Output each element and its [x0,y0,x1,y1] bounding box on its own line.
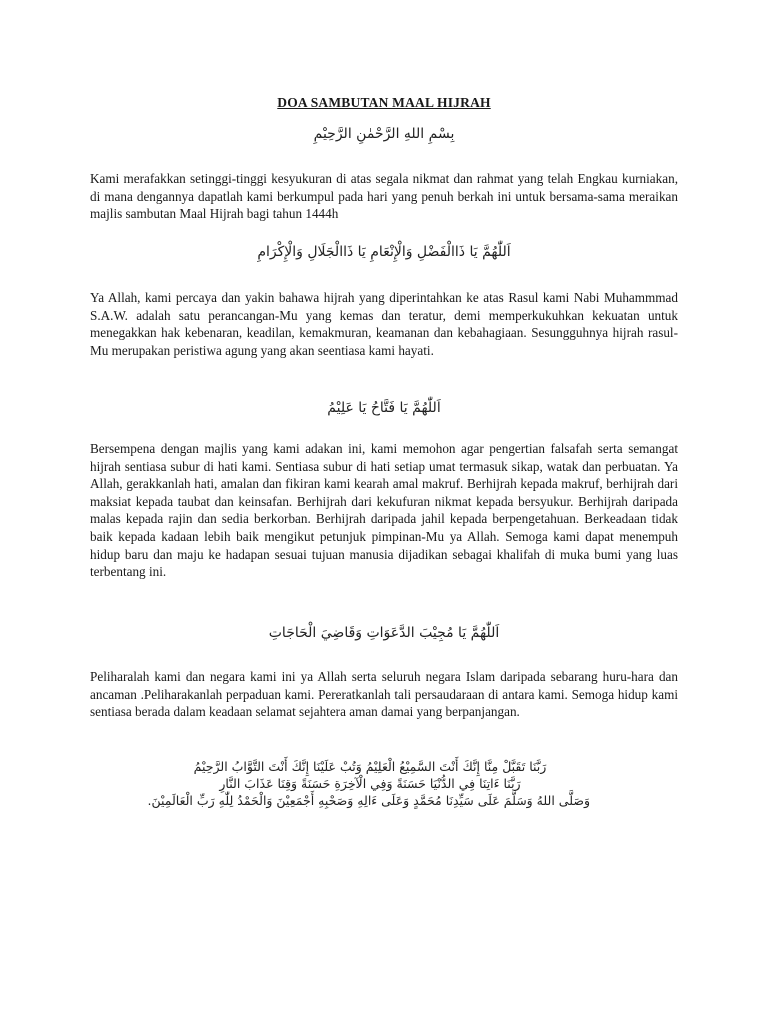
paragraph-4: Peliharalah kami dan negara kami ini ya Allah serta seluruh negara Islam daripada sebarang huru-hara dan ancaman .Peliharakanlah perpaduan kami. Pereratkanlah tali persaudaraan di antara kami. Semoga hidup kami sentiasa berada dalam keadaan selamat sejahtera aman damai yang berpanjangan. [90,669,678,720]
paragraph-1: Kami merafakkan setinggi-tinggi kesyukuran di atas segala nikmat dan rahmat yang telah Engkau kurniakan, di mana dengannya dapatlah kami berkumpul pada hari yang penuh berkah ini untuk bersama-sama meraikan majlis sambutan Maal Hijrah bagi tahun 1444h [90,171,678,222]
paragraph-2: Ya Allah, kami percaya dan yakin bahawa hijrah yang diperintahkan ke atas Rasul kami Nabi Muhammmad S.A.W. adalah satu perancangan-Mu yang kemas dan teratur, demi memperkukuhkan kekuatan untuk menegakkan hak kebenaran, keadilan, kemakmuran, keamanan dan kebahagiaan. Sesungguhnya hijrah rasul-Mu merupakan peristiwa agung yang akan seentiasa kami hayati. [90,290,678,358]
invocation-1: اَللّٰهُمَّ يَا ذَاالْفَضْلِ وَالْإِنْعَامِ يَا ذَاالْجَلَالِ وَالْإِكْرَامِ [257,244,511,260]
closing-line-2: رَبَّنَا ءَاتِنَا فِي الدُّنْيَا حَسَنَةً وَفِي الْآخِرَةِ حَسَنَةً وَقِنَا عَذَابَ النَّارِ [219,776,521,791]
basmalah: بِسْمِ اللهِ الرَّحْمٰنِ الرَّحِيْمِ [313,126,455,142]
page-title: DOA SAMBUTAN MAAL HIJRAH [277,95,491,110]
invocation-3: اَللّٰهُمَّ يَا مُجِيْبَ الدَّعَوَاتِ وَقَاضِيَ الْحَاجَاتِ [268,625,500,641]
paragraph-3: Bersempena dengan majlis yang kami adakan ini, kami memohon agar pengertian falsafah serta semangat hijrah sentiasa subur di hati kami. Sentiasa subur di hati setiap umat termasuk sikap, watak dan perbuatan. Ya Allah, gerakkanlah hati, amalan dan fikiran kami kearah amal makruf. Berhijrah kepada makruf, berhijrah dari maksiat kepada taubat dan keinsafan. Berhijrah dari kekufuran nikmat kepada bersyukur. Berhijrah daripada malas kepada rajin dan sedia berkorban. Berhijrah daripada jahil kepada berpengetahuan. Berkeadaan tidak baik kepada kadaan lebih baik mengikut petunjuk pimpinan-Mu ya Allah. Semoga kami dapat menempuh hidup baru dan maju ke hadapan sesuai tujuan manusia dijadikan sebagai khalifah di muka bumi yang luas terbentang ini. [90,441,678,580]
closing-line-1: رَبَّنَا تَقَبَّلْ مِنَّا إِنَّكَ أَنْتَ السَّمِيْعُ الْعَلِيْمُ وَتُبْ عَلَيْنَا إِنَّكَ أَنْتَ التَّوَّابُ الرَّحِيْمُ [193,759,547,774]
closing-prayer [147,758,590,809]
invocation-2: اَللّٰهُمَّ يَا فَتَّاحُ يَا عَلِيْمُ [327,400,441,416]
closing-line-3: وَصَلَّى اللهُ وَسَلَّمَ عَلَى سَيِّدِنَا مُحَمَّدٍ وَعَلَى ءَالِهِ وَصَحْبِهِ أَجْمَعِيْنَ وَالْحَمْدُ لِلّٰهِ رَبِّ الْعَالَمِيْنَ. [147,793,590,808]
